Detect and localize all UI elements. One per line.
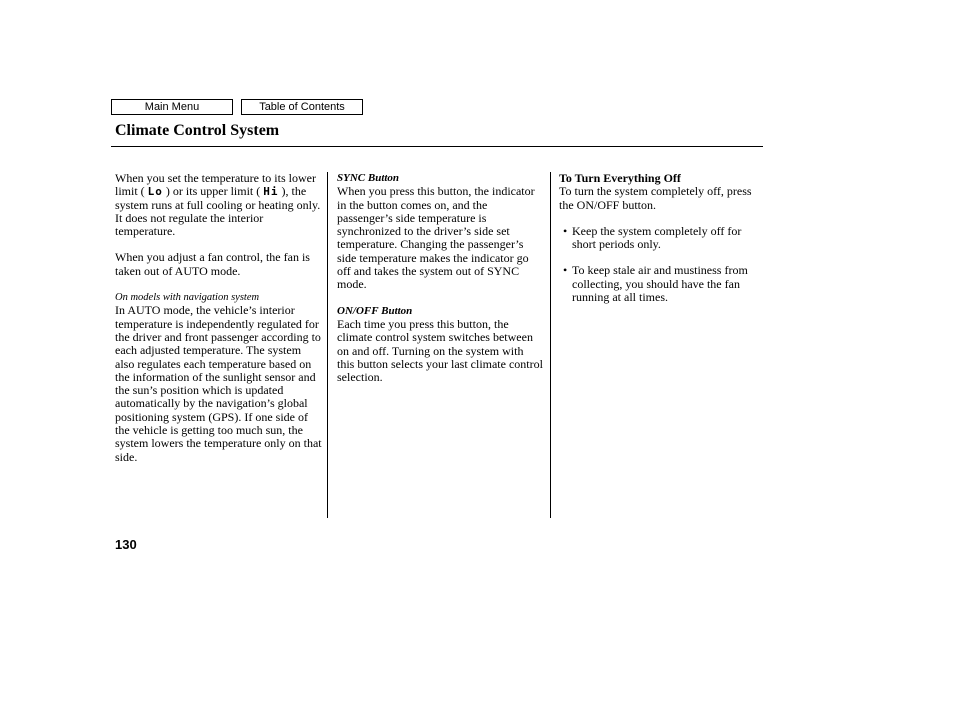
turn-off-intro: To turn the system completely off, press the ON/OFF button. <box>559 184 752 212</box>
column-left <box>115 172 323 464</box>
temp-limit-text-b: ) or its upper limit ( <box>165 184 261 199</box>
column-middle <box>337 172 543 384</box>
page-number: 130 <box>115 537 137 552</box>
page-title: Climate Control System <box>115 122 280 139</box>
navigation-models-label: On models with navigation system <box>115 292 260 304</box>
list-item-text: To keep stale air and mustiness from collecting, you should have the fan running at all times. <box>572 263 748 305</box>
fan-control-paragraph: When you adjust a fan control, the fan is taken out of AUTO mode. <box>115 250 310 278</box>
onoff-button-heading: ON/OFF Button <box>337 304 413 317</box>
sync-button-heading: SYNC Button <box>337 172 400 184</box>
lo-display-symbol: Lo <box>147 185 163 199</box>
sync-button-text: When you press this button, the indicator in the button comes on, and the passenger’s side temperature is synchronized to the driver’s side set temperature. Changing the passenger’s side temperature makes the indicator go off and takes the system out of SYNC mode. <box>337 184 535 292</box>
column-right <box>559 172 763 304</box>
turn-off-heading: To Turn Everything Off <box>559 171 681 185</box>
hi-display-symbol: Hi <box>263 185 279 199</box>
table-of-contents-button[interactable]: Table of Contents <box>241 99 363 115</box>
bullet-marker: • <box>563 223 568 238</box>
list-item-text: Keep the system completely off for short periods only. <box>572 223 742 252</box>
list-item <box>559 264 763 304</box>
column-divider <box>550 172 551 518</box>
list-item <box>559 225 763 252</box>
main-menu-button[interactable]: Main Menu <box>111 99 233 115</box>
temp-limit-text-a: When you set the temperature to its lower limit ( <box>115 171 316 199</box>
temperature-limit-paragraph <box>115 172 323 238</box>
title-rule <box>111 146 763 147</box>
auto-mode-paragraph: In AUTO mode, the vehicle’s interior temperature is independently regulated for the driver and front passenger according to each adjusted temperature. The system also regulates each temperature based on the information of the sunlight sensor and the sun’s position which is updated automatically by the navigation’s global positioning system (GPS). If one side of the vehicle is getting too much sun, the system lowers the temperature only on that side. <box>115 303 322 464</box>
onoff-button-text: Each time you press this button, the climate control system switches between on and off. Turning on the system with this button selects your last climate control selection. <box>337 316 543 385</box>
column-divider <box>327 172 328 518</box>
bullet-marker: • <box>563 263 568 278</box>
temp-limit-text-c: ), the system runs at full cooling or heating only. It does not regulate the interior temperature. <box>115 184 321 239</box>
